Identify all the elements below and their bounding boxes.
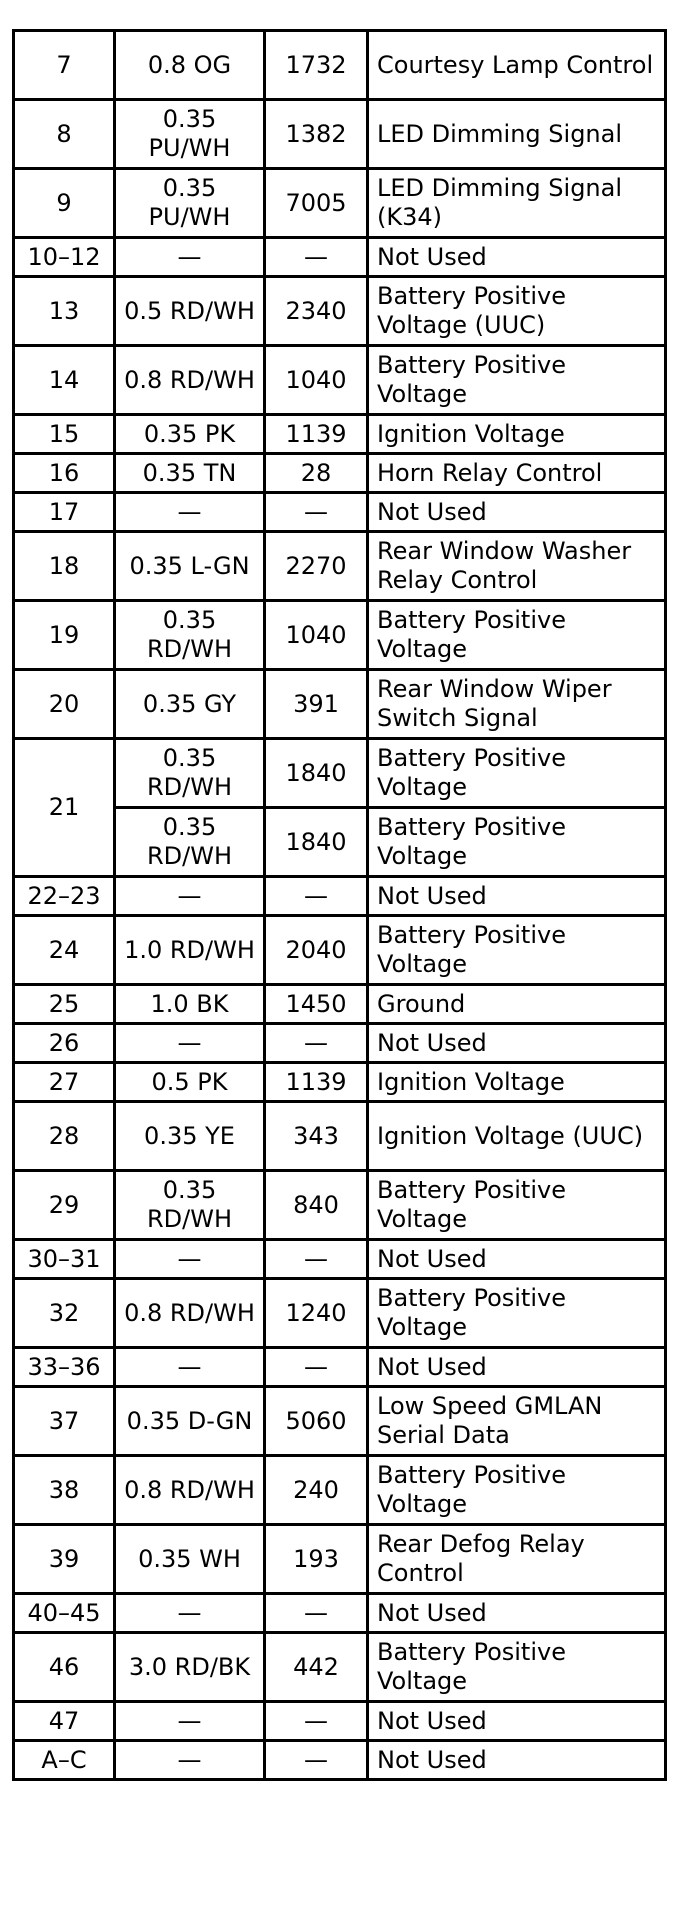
function-description-cell: Not Used	[368, 1240, 666, 1279]
pin-number-cell: 8	[14, 100, 115, 169]
wire-size-color-cell: 3.0 RD/BK	[115, 1633, 265, 1702]
table-row	[14, 169, 666, 238]
pin-number-cell: 14	[14, 346, 115, 415]
circuit-number-cell: 1840	[265, 739, 368, 808]
table-row	[14, 415, 666, 454]
table-row	[14, 277, 666, 346]
wire-size-color-cell: 0.35 D-GN	[115, 1387, 265, 1456]
table-row	[14, 916, 666, 985]
table-row	[14, 1525, 666, 1594]
wire-size-color-cell: 0.35 WH	[115, 1525, 265, 1594]
table-row	[14, 1633, 666, 1702]
wire-size-color-cell: 0.8 OG	[115, 31, 265, 100]
pin-number-cell: 15	[14, 415, 115, 454]
pin-number-cell: 17	[14, 493, 115, 532]
table-row	[14, 346, 666, 415]
function-description-cell: Battery Positive Voltage	[368, 1171, 666, 1240]
function-description-cell: Battery Positive Voltage	[368, 739, 666, 808]
table-row	[14, 1240, 666, 1279]
wire-size-color-cell: —	[115, 238, 265, 277]
table-row	[14, 493, 666, 532]
function-description-cell: Rear Window Washer Relay Control	[368, 532, 666, 601]
circuit-number-cell: 193	[265, 1525, 368, 1594]
pin-number-cell: 13	[14, 277, 115, 346]
pin-number-cell: 16	[14, 454, 115, 493]
pinout-table-body	[14, 31, 666, 1780]
function-description-cell: Battery Positive Voltage	[368, 916, 666, 985]
table-row	[14, 1456, 666, 1525]
table-row	[14, 31, 666, 100]
function-description-cell: Ignition Voltage	[368, 1063, 666, 1102]
wire-size-color-cell: 0.35 L-GN	[115, 532, 265, 601]
pin-number-cell: 46	[14, 1633, 115, 1702]
table-row	[14, 739, 666, 808]
wire-size-color-cell: 0.35 RD/WH	[115, 739, 265, 808]
function-description-cell: Not Used	[368, 1348, 666, 1387]
function-description-cell: Not Used	[368, 493, 666, 532]
function-description-cell: Battery Positive Voltage	[368, 346, 666, 415]
table-row	[14, 1279, 666, 1348]
table-row	[14, 985, 666, 1024]
wire-size-color-cell: 0.35 PU/WH	[115, 100, 265, 169]
wire-size-color-cell: 0.8 RD/WH	[115, 1279, 265, 1348]
wire-size-color-cell: 0.35 TN	[115, 454, 265, 493]
table-row	[14, 1387, 666, 1456]
pin-number-cell: A–C	[14, 1741, 115, 1780]
circuit-number-cell: 1240	[265, 1279, 368, 1348]
circuit-number-cell: 840	[265, 1171, 368, 1240]
table-row	[14, 1741, 666, 1780]
wire-size-color-cell: 0.5 PK	[115, 1063, 265, 1102]
table-row	[14, 1594, 666, 1633]
pin-number-cell: 29	[14, 1171, 115, 1240]
table-row	[14, 1102, 666, 1171]
wire-size-color-cell: 0.35 PU/WH	[115, 169, 265, 238]
wire-size-color-cell: 0.35 GY	[115, 670, 265, 739]
circuit-number-cell: 1040	[265, 601, 368, 670]
circuit-number-cell: 1139	[265, 415, 368, 454]
table-row	[14, 601, 666, 670]
wire-size-color-cell: 0.35 RD/WH	[115, 808, 265, 877]
circuit-number-cell: 1732	[265, 31, 368, 100]
circuit-number-cell: —	[265, 1594, 368, 1633]
pin-number-cell: 28	[14, 1102, 115, 1171]
function-description-cell: Battery Positive Voltage	[368, 808, 666, 877]
wire-size-color-cell: 1.0 RD/WH	[115, 916, 265, 985]
function-description-cell: Battery Positive Voltage	[368, 1279, 666, 1348]
wire-size-color-cell: 0.35 RD/WH	[115, 1171, 265, 1240]
pin-number-cell: 22–23	[14, 877, 115, 916]
pin-number-cell: 38	[14, 1456, 115, 1525]
function-description-cell: Not Used	[368, 877, 666, 916]
circuit-number-cell: —	[265, 1348, 368, 1387]
circuit-number-cell: 1139	[265, 1063, 368, 1102]
wire-size-color-cell: —	[115, 1024, 265, 1063]
wire-size-color-cell: —	[115, 1240, 265, 1279]
function-description-cell: Not Used	[368, 238, 666, 277]
connector-pinout-table	[12, 29, 667, 1781]
table-row	[14, 454, 666, 493]
wire-size-color-cell: —	[115, 1702, 265, 1741]
pin-number-cell: 37	[14, 1387, 115, 1456]
pin-number-cell: 24	[14, 916, 115, 985]
function-description-cell: Not Used	[368, 1024, 666, 1063]
circuit-number-cell: —	[265, 877, 368, 916]
table-row	[14, 877, 666, 916]
function-description-cell: Battery Positive Voltage	[368, 601, 666, 670]
function-description-cell: Ground	[368, 985, 666, 1024]
wire-size-color-cell: —	[115, 1741, 265, 1780]
function-description-cell: Courtesy Lamp Control	[368, 31, 666, 100]
function-description-cell: Not Used	[368, 1702, 666, 1741]
circuit-number-cell: 28	[265, 454, 368, 493]
pin-number-cell: 25	[14, 985, 115, 1024]
function-description-cell: Not Used	[368, 1741, 666, 1780]
table-row	[14, 1702, 666, 1741]
pin-number-cell: 32	[14, 1279, 115, 1348]
pin-number-cell: 33–36	[14, 1348, 115, 1387]
wire-size-color-cell: 0.35 YE	[115, 1102, 265, 1171]
pin-number-cell: 20	[14, 670, 115, 739]
pin-number-cell: 7	[14, 31, 115, 100]
function-description-cell: Ignition Voltage (UUC)	[368, 1102, 666, 1171]
pin-number-cell: 9	[14, 169, 115, 238]
circuit-number-cell: 2270	[265, 532, 368, 601]
circuit-number-cell: 2040	[265, 916, 368, 985]
wire-size-color-cell: —	[115, 1594, 265, 1633]
function-description-cell: Rear Window Wiper Switch Signal	[368, 670, 666, 739]
wire-size-color-cell: —	[115, 877, 265, 916]
circuit-number-cell: 1450	[265, 985, 368, 1024]
pin-number-cell: 47	[14, 1702, 115, 1741]
circuit-number-cell: 391	[265, 670, 368, 739]
circuit-number-cell: —	[265, 238, 368, 277]
wire-size-color-cell: —	[115, 1348, 265, 1387]
pin-number-cell: 18	[14, 532, 115, 601]
circuit-number-cell: 5060	[265, 1387, 368, 1456]
table-row	[14, 1171, 666, 1240]
wire-size-color-cell: 0.35 RD/WH	[115, 601, 265, 670]
circuit-number-cell: 240	[265, 1456, 368, 1525]
pin-number-cell: 40–45	[14, 1594, 115, 1633]
pin-number-cell: 21	[14, 739, 115, 877]
function-description-cell: Rear Defog Relay Control	[368, 1525, 666, 1594]
wire-size-color-cell: 0.8 RD/WH	[115, 346, 265, 415]
wire-size-color-cell: 0.8 RD/WH	[115, 1456, 265, 1525]
function-description-cell: Battery Positive Voltage	[368, 1456, 666, 1525]
table-row	[14, 238, 666, 277]
function-description-cell: Not Used	[368, 1594, 666, 1633]
pin-number-cell: 39	[14, 1525, 115, 1594]
circuit-number-cell: —	[265, 493, 368, 532]
function-description-cell: Low Speed GMLAN Serial Data	[368, 1387, 666, 1456]
pin-number-cell: 30–31	[14, 1240, 115, 1279]
circuit-number-cell: —	[265, 1741, 368, 1780]
circuit-number-cell: —	[265, 1702, 368, 1741]
circuit-number-cell: 1382	[265, 100, 368, 169]
function-description-cell: Battery Positive Voltage (UUC)	[368, 277, 666, 346]
table-row	[14, 1024, 666, 1063]
wire-size-color-cell: 0.35 PK	[115, 415, 265, 454]
pin-number-cell: 10–12	[14, 238, 115, 277]
circuit-number-cell: —	[265, 1024, 368, 1063]
function-description-cell: LED Dimming Signal (K34)	[368, 169, 666, 238]
table-row	[14, 670, 666, 739]
circuit-number-cell: 442	[265, 1633, 368, 1702]
wire-size-color-cell: —	[115, 493, 265, 532]
circuit-number-cell: —	[265, 1240, 368, 1279]
table-row	[14, 1063, 666, 1102]
table-row	[14, 1348, 666, 1387]
wire-size-color-cell: 0.5 RD/WH	[115, 277, 265, 346]
pin-number-cell: 27	[14, 1063, 115, 1102]
circuit-number-cell: 343	[265, 1102, 368, 1171]
function-description-cell: LED Dimming Signal	[368, 100, 666, 169]
function-description-cell: Horn Relay Control	[368, 454, 666, 493]
circuit-number-cell: 2340	[265, 277, 368, 346]
pin-number-cell: 26	[14, 1024, 115, 1063]
table-row	[14, 532, 666, 601]
circuit-number-cell: 1040	[265, 346, 368, 415]
wire-size-color-cell: 1.0 BK	[115, 985, 265, 1024]
circuit-number-cell: 1840	[265, 808, 368, 877]
pin-number-cell: 19	[14, 601, 115, 670]
function-description-cell: Ignition Voltage	[368, 415, 666, 454]
circuit-number-cell: 7005	[265, 169, 368, 238]
table-row	[14, 100, 666, 169]
function-description-cell: Battery Positive Voltage	[368, 1633, 666, 1702]
